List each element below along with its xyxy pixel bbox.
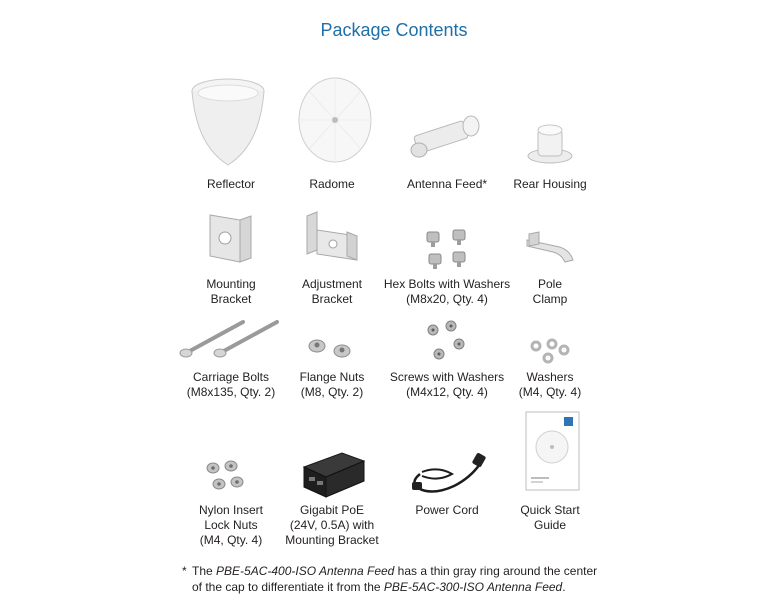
- mounting-bracket-icon: [205, 210, 255, 270]
- footnote-line-2-post: .: [562, 580, 566, 594]
- item-label-antenna-feed: Antenna Feed*: [406, 177, 488, 191]
- washers-icon: [528, 338, 572, 369]
- item-label-carriage-bolts: Carriage Bolts (M8x135, Qty. 2): [186, 370, 276, 399]
- item-label-radome: Radome: [309, 177, 355, 191]
- rear-housing-icon: [525, 120, 575, 170]
- page-title: Package Contents: [320, 20, 468, 40]
- lock-nuts-icon: [205, 460, 247, 499]
- item-label-screws: Screws with Washers (M4x12, Qty. 4): [389, 370, 505, 399]
- item-label-pole-clamp: Pole Clamp: [532, 277, 568, 306]
- quick-start-guide-icon: [525, 411, 580, 496]
- item-label-rear-housing: Rear Housing: [513, 177, 587, 191]
- item-label-washers: Washers (M4, Qty. 4): [518, 370, 582, 399]
- footnote-line-2-pre: of the cap to differentiate it from the: [192, 580, 384, 594]
- footnote-line-1-pre: The: [192, 564, 217, 578]
- carriage-bolts-icon: [178, 318, 283, 363]
- flange-nuts-icon: [308, 337, 352, 364]
- antenna-feed-icon: [405, 110, 485, 165]
- item-label-mounting-bracket: Mounting Bracket: [206, 277, 256, 306]
- pole-clamp-icon: [525, 226, 577, 269]
- adjustment-bracket-icon: [303, 210, 363, 270]
- item-label-poe-adapter: Gigabit PoE (24V, 0.5A) with Mounting Bracket: [285, 503, 379, 547]
- screws-icon: [425, 320, 467, 367]
- footnote-line-1: [192, 563, 597, 579]
- footnote-line-2: [192, 579, 566, 595]
- item-label-lock-nuts: Nylon Insert Lock Nuts (M4, Qty. 4): [198, 503, 264, 547]
- item-label-reflector: Reflector: [206, 177, 256, 191]
- poe-adapter-icon: [298, 445, 368, 505]
- footnote-line-1-product: PBE-5AC-400-ISO Antenna Feed: [216, 564, 395, 578]
- item-label-flange-nuts: Flange Nuts (M8, Qty. 2): [299, 370, 365, 399]
- item-label-power-cord: Power Cord: [415, 503, 479, 517]
- item-label-adjustment-bracket: Adjustment Bracket: [301, 277, 363, 306]
- reflector-icon: [188, 75, 268, 175]
- item-label-quick-start-guide: Quick Start Guide: [520, 503, 580, 532]
- footnote-line-1-post: has a thin gray ring around the center: [394, 564, 598, 578]
- footnote-line-2-product: PBE-5AC-300-ISO Antenna Feed: [383, 580, 563, 594]
- power-cord-icon: [408, 452, 488, 502]
- radome-icon: [295, 75, 375, 170]
- item-label-hex-bolts: Hex Bolts with Washers (M8x20, Qty. 4): [383, 277, 511, 306]
- footnote-asterisk: *: [182, 564, 187, 578]
- hex-bolts-icon: [423, 228, 471, 275]
